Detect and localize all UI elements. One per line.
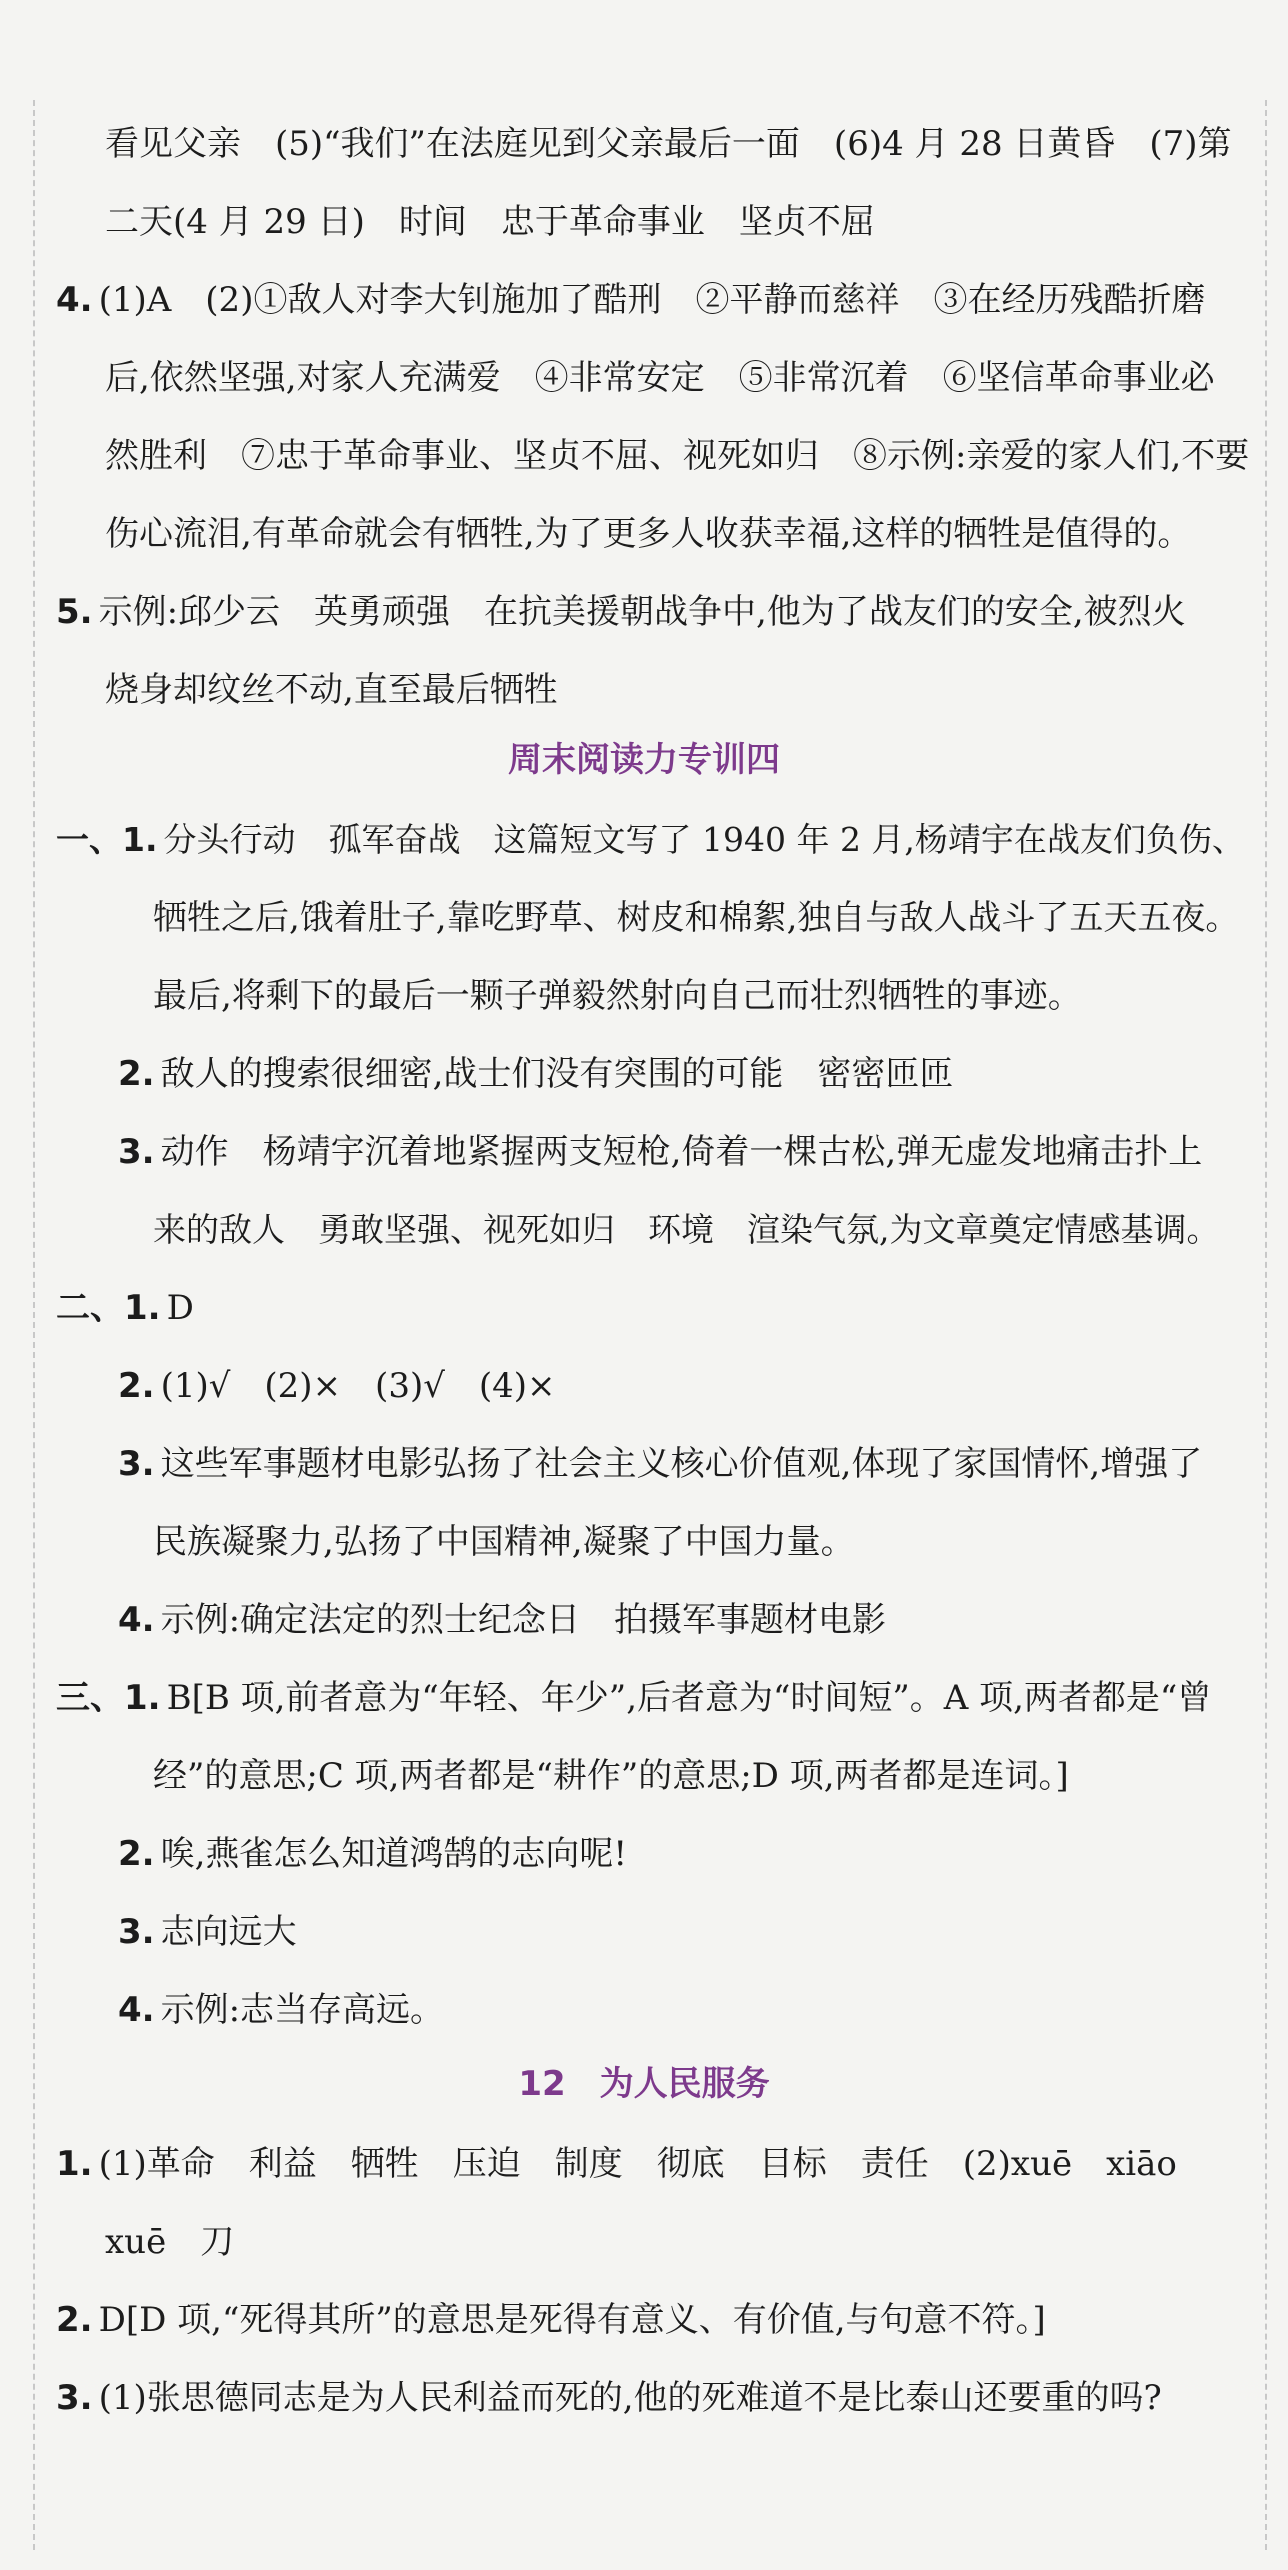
text-line: 伤心流泪,有革命就会有牺牲,为了更多人收获幸福,这样的牺牲是值得的。	[105, 514, 1192, 554]
answer-part-1-item-3	[118, 1132, 1202, 1172]
item-text: (1)张思德同志是为人民利益而死的,他的死难道不是比泰山还要重的吗?	[98, 2378, 1162, 2418]
section-title: 周末阅读力专训四	[508, 740, 780, 780]
text-line: 牺牲之后,饿着肚子,靠吃野草、树皮和棉絮,独自与敌人战斗了五天五夜。	[153, 898, 1240, 938]
item-text: D	[166, 1288, 194, 1328]
item-text: 敌人的搜索很细密,战士们没有突围的可能 密密匝匝	[160, 1054, 954, 1094]
item-number: 4.	[56, 280, 93, 320]
item-text: 动作 杨靖宇沉着地紧握两支短枪,倚着一棵古松,弹无虚发地痛击扑上	[160, 1132, 1203, 1172]
answer-part-2-item-2	[118, 1366, 556, 1406]
item-text: 这些军事题材电影弘扬了社会主义核心价值观,体现了家国情怀,增强了	[160, 1444, 1203, 1484]
answer-part-1-item-2	[118, 1054, 953, 1094]
item-number: 4.	[118, 1990, 155, 2030]
right-margin-rule	[1265, 100, 1267, 2550]
text-line: xuē 刀	[105, 2222, 235, 2262]
answer-part-2-item-1	[56, 1288, 194, 1328]
item-number: 2.	[56, 2300, 93, 2340]
answer-part-3-item-2	[118, 1834, 627, 1874]
text-line: 最后,将剩下的最后一颗子弹毅然射向自己而壮烈牺牲的事迹。	[153, 976, 1082, 1016]
item-number: 三、1.	[56, 1678, 161, 1718]
item-number: 2.	[118, 1054, 155, 1094]
answer-part-3-item-3	[118, 1912, 297, 1952]
item-text: (1)√ (2)× (3)√ (4)×	[160, 1366, 556, 1406]
text-line: 然胜利 ⑦忠于革命事业、坚贞不屈、视死如归 ⑧示例:亲爱的家人们,不要	[105, 436, 1250, 476]
item-number: 一、1.	[56, 820, 158, 859]
text-line: 民族凝聚力,弘扬了中国精神,凝聚了中国力量。	[153, 1522, 855, 1562]
answer-part-1-item-1	[56, 820, 1245, 860]
item-number: 二、1.	[56, 1288, 161, 1328]
item-text: (1)革命 利益 牺牲 压迫 制度 彻底 目标 责任 (2)xuē xiāo	[98, 2144, 1177, 2184]
item-text: 唉,燕雀怎么知道鸿鹄的志向呢!	[160, 1834, 628, 1874]
lesson-title: 12 为人民服务	[518, 2064, 770, 2104]
item-text: 示例:志当存高远。	[160, 1990, 445, 2030]
item-text: (1)A (2)①敌人对李大钊施加了酷刑 ②平静而慈祥 ③在经历残酷折磨	[98, 280, 1206, 320]
item-text: 示例:邱少云 英勇顽强 在抗美援朝战争中,他为了战友们的安全,被烈火	[98, 592, 1186, 632]
answer-part-3-item-1	[56, 1678, 1211, 1718]
item-text: 分头行动 孤军奋战 这篇短文写了 1940 年 2 月,杨靖宇在战友们负伤、	[163, 820, 1245, 859]
answer-item-4	[56, 280, 1205, 320]
item-number: 3.	[118, 1444, 155, 1484]
item-number: 2.	[118, 1366, 155, 1406]
text-line: 经”的意思;C 项,两者都是“耕作”的意思;D 项,两者都是连词。]	[153, 1756, 1069, 1796]
item-number: 3.	[118, 1132, 155, 1172]
answer-part-3-item-4	[118, 1990, 444, 2030]
answer-part-2-item-4	[118, 1600, 886, 1640]
item-number: 5.	[56, 592, 93, 632]
answer-part-2-item-3	[118, 1444, 1202, 1484]
text-line: 来的敌人 勇敢坚强、视死如归 环境 渲染气氛,为文章奠定情感基调。	[153, 1210, 1220, 1249]
item-text: 示例:确定法定的烈士纪念日 拍摄军事题材电影	[160, 1600, 887, 1640]
item-number: 4.	[118, 1600, 155, 1640]
lesson-item-1	[56, 2144, 1177, 2184]
lesson-item-2	[56, 2300, 1046, 2340]
item-text: 志向远大	[160, 1912, 297, 1952]
text-line: 二天(4 月 29 日) 时间 忠于革命事业 坚贞不屈	[105, 202, 875, 242]
item-number: 1.	[56, 2144, 93, 2184]
item-number: 3.	[118, 1912, 155, 1952]
text-line: 烧身却纹丝不动,直至最后牺牲	[105, 670, 558, 710]
left-margin-rule	[33, 100, 35, 2550]
text-line: 后,依然坚强,对家人充满爱 ④非常安定 ⑤非常沉着 ⑥坚信革命事业必	[105, 358, 1215, 398]
item-text: D[D 项,“死得其所”的意思是死得有意义、有价值,与句意不符。]	[98, 2300, 1046, 2340]
text-line: 看见父亲 (5)“我们”在法庭见到父亲最后一面 (6)4 月 28 日黄昏 (7)第	[105, 124, 1232, 164]
item-number: 3.	[56, 2378, 93, 2418]
answer-item-5	[56, 592, 1186, 632]
lesson-item-3	[56, 2378, 1162, 2418]
item-number: 2.	[118, 1834, 155, 1874]
item-text: B[B 项,前者意为“年轻、年少”,后者意为“时间短”。A 项,两者都是“曾	[166, 1678, 1212, 1718]
